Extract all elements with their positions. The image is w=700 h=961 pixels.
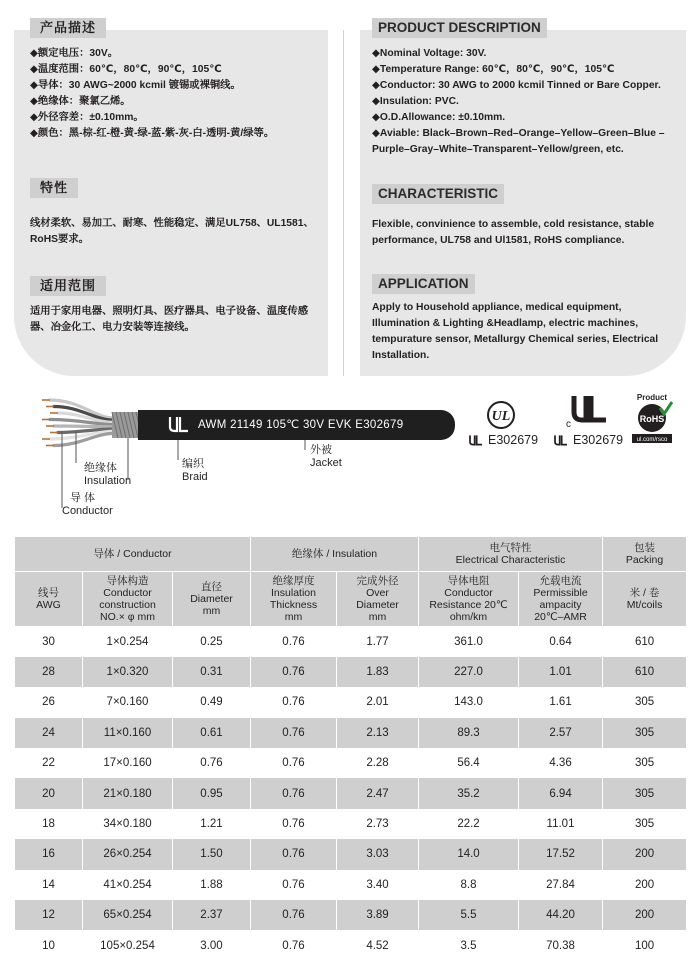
table-cell: 1.88 [173, 870, 251, 900]
ul-listed-text: UL [491, 409, 511, 424]
table-cell: 1×0.254 [83, 627, 173, 657]
rohs-product-text: Product [636, 393, 668, 402]
ampacity-header-line: 允载电流 [539, 575, 582, 587]
table-row [15, 627, 687, 657]
table-cell: 14 [15, 870, 83, 900]
table-cell: 7×0.160 [83, 687, 173, 717]
table-cell: 8.8 [419, 870, 519, 900]
table-cell: 3.5 [419, 930, 519, 960]
table-cell: 4.36 [519, 748, 603, 778]
jacket-label-en: Jacket [310, 457, 342, 469]
table-cell: 24 [15, 718, 83, 748]
table-cell: 610 [603, 657, 687, 687]
en-desc-item: ◆Temperature Range: 60℃，80℃，90℃，105℃ [372, 64, 615, 75]
table-body [15, 627, 687, 961]
table-cell: 11×0.160 [83, 718, 173, 748]
table-cell: 17×0.160 [83, 748, 173, 778]
table-cell: 0.76 [251, 718, 337, 748]
electrical-header-cn: 电气特性 [489, 542, 532, 554]
ul-listed-logo [486, 400, 516, 435]
en-desc-heading: PRODUCT DESCRIPTION [372, 18, 547, 38]
insulation-label [84, 462, 131, 488]
en-desc-item: ◆Aviable: Black–Brown–Red–Orange–Yellow–Green–Blue –Purple–Gray–White–Transparent–Yellow/green, etc. [372, 128, 665, 155]
table-cell: 305 [603, 687, 687, 717]
en-char-text: Flexible, convinience to assemble, cold resistance, stable performance, UL758 and Ul1581, RoHS compliance. [372, 219, 655, 246]
table-cell: 5.5 [419, 900, 519, 930]
cn-desc-item: ◆外径容差：±0.10mm。 [30, 112, 144, 123]
table-row [15, 657, 687, 687]
table-cell: 0.95 [173, 778, 251, 808]
ul-recognized-logo-1 [468, 433, 484, 451]
table-cell: 610 [603, 627, 687, 657]
cn-desc-item: ◆导体：30 AWG~2000 kcmil 镀锡或裸铜线。 [30, 80, 241, 91]
table-cell: 0.31 [173, 657, 251, 687]
awg-header [15, 572, 83, 627]
table-cell: 12 [15, 900, 83, 930]
table-cell: 305 [603, 809, 687, 839]
panel-divider [343, 30, 344, 376]
cn-app-heading: 适用范围 [30, 276, 106, 296]
rohs-mark-text: RoHS [639, 414, 665, 424]
cn-desc-item: ◆绝缘体：聚氯乙烯。 [30, 96, 131, 107]
table-cell: 0.76 [251, 900, 337, 930]
table-cell: 2.37 [173, 900, 251, 930]
table-row [15, 870, 687, 900]
table-cell: 3.03 [337, 839, 419, 869]
cn-app-text: 适用于家用电器、照明灯具、医疗器具、电子设备、温度传感器、冶金化工、电力安装等连接线。 [30, 306, 309, 333]
insulation-thickness-header-line: Thickness [269, 599, 318, 611]
table-cell: 143.0 [419, 687, 519, 717]
table-cell: 14.0 [419, 839, 519, 869]
construction-header-line: Conductor [103, 587, 152, 599]
table-cell: 2.28 [337, 748, 419, 778]
conductor-group-header: 导体 / Conductor [15, 537, 251, 572]
braid-label-cn: 编织 [182, 458, 204, 470]
table-cell: 0.76 [251, 687, 337, 717]
table-cell: 0.25 [173, 627, 251, 657]
coil-length-header [603, 572, 687, 627]
conductor-label [62, 492, 113, 518]
table-cell: 11.01 [519, 809, 603, 839]
table-cell: 1×0.320 [83, 657, 173, 687]
table-cell: 22.2 [419, 809, 519, 839]
table-cell: 4.52 [337, 930, 419, 960]
table-cell: 0.76 [251, 870, 337, 900]
braid-label [182, 458, 208, 484]
table-sub-header-row [15, 572, 687, 627]
table-row [15, 900, 687, 930]
table-cell: 44.20 [519, 900, 603, 930]
en-desc-list [372, 46, 684, 158]
table-cell: 1.50 [173, 839, 251, 869]
table-cell: 3.00 [173, 930, 251, 960]
table-group-header-row [15, 537, 687, 572]
table-cell: 227.0 [419, 657, 519, 687]
table-cell: 200 [603, 839, 687, 869]
conductor-label-en: Conductor [62, 505, 113, 517]
cul-c-text: c [566, 419, 571, 428]
ampacity-header-line: 20℃–AMR [534, 611, 587, 623]
resistance-header-line: 导体电阻 [447, 575, 490, 587]
diameter-header-line: mm [202, 605, 221, 617]
ampacity-header-line: ampacity [539, 599, 582, 611]
electrical-header-en: Electrical Characteristic [455, 554, 566, 566]
table-row [15, 809, 687, 839]
table-cell: 3.40 [337, 870, 419, 900]
construction-header-line: construction [99, 599, 156, 611]
table-cell: 2.47 [337, 778, 419, 808]
table-cell: 3.89 [337, 900, 419, 930]
table-cell: 105×0.254 [83, 930, 173, 960]
over-diameter-header-line: 完成外径 [356, 575, 399, 587]
coil-length-header-line: Mt/coils [626, 599, 663, 611]
packing-group-header [603, 537, 687, 572]
packing-header-cn: 包装 [634, 542, 656, 554]
resistance-header-line: Conductor [444, 587, 493, 599]
resistance-header-line: Resistance 20℃ [429, 599, 508, 611]
en-desc-item: ◆O.D.Allowance: ±0.10mm. [372, 112, 506, 123]
over-diameter-header-line: Diameter [356, 599, 399, 611]
table-cell: 35.2 [419, 778, 519, 808]
table-cell: 0.76 [251, 627, 337, 657]
insulation-thickness-header-line: Insulation [271, 587, 316, 599]
en-app-text: Apply to Household appliance, medical equipment, Illumination & Lighting &Headlamp, electric machines, tempurature sensor, Metallurgy Chemical series, Electrical Installation. [372, 302, 659, 361]
table-cell: 30 [15, 627, 83, 657]
braid-label-en: Braid [182, 471, 208, 483]
table-cell: 0.64 [519, 627, 603, 657]
table-cell: 6.94 [519, 778, 603, 808]
packing-header-en: Packing [625, 554, 664, 566]
coil-length-header-line: 米 / 卷 [629, 587, 660, 599]
over-diameter-header-line: mm [368, 611, 387, 623]
table-cell: 41×0.254 [83, 870, 173, 900]
table-cell: 18 [15, 809, 83, 839]
insulation-label-en: Insulation [84, 475, 132, 487]
jacket-label [310, 444, 342, 470]
construction-header-line: 导体构造 [106, 575, 149, 587]
table-cell: 34×0.180 [83, 809, 173, 839]
conductor-strands [42, 400, 114, 446]
cn-desc-item: ◆温度范围：60℃，80℃，90℃，105℃ [30, 64, 222, 75]
rohs-url-text: ul.com/rsco [636, 437, 668, 443]
table-cell: 17.52 [519, 839, 603, 869]
diameter-header-line: Diameter [190, 593, 233, 605]
awg-header-line: AWG [36, 599, 61, 611]
table-cell: 200 [603, 870, 687, 900]
table-cell: 1.21 [173, 809, 251, 839]
table-cell: 0.76 [251, 809, 337, 839]
table-cell: 1.77 [337, 627, 419, 657]
table-cell: 200 [603, 900, 687, 930]
table-cell: 305 [603, 718, 687, 748]
ampacity-header-line: Permissible [533, 587, 588, 599]
diameter-header [173, 572, 251, 627]
ul-file-number-1: E302679 [488, 433, 539, 447]
table-row [15, 748, 687, 778]
cn-desc-list [30, 46, 326, 142]
table-cell: 26×0.254 [83, 839, 173, 869]
table-cell: 2.73 [337, 809, 419, 839]
en-desc-item: ◆Conductor: 30 AWG to 2000 kcmil Tinned or Bare Copper. [372, 80, 661, 91]
diameter-header-line: 直径 [201, 581, 222, 593]
table-cell: 0.76 [251, 657, 337, 687]
table-cell: 28 [15, 657, 83, 687]
insulation-group-header: 绝缘体 / Insulation [251, 537, 419, 572]
ampacity-header [519, 572, 603, 627]
insulated-wire [54, 426, 114, 427]
resistance-header [419, 572, 519, 627]
table-cell: 20 [15, 778, 83, 808]
table-row [15, 930, 687, 960]
table-row [15, 687, 687, 717]
table-cell: 2.01 [337, 687, 419, 717]
table-cell: 2.13 [337, 718, 419, 748]
table-row [15, 718, 687, 748]
table-cell: 65×0.254 [83, 900, 173, 930]
table-cell: 22 [15, 748, 83, 778]
insulation-thickness-header-line: 绝缘厚度 [272, 575, 315, 587]
table-cell: 26 [15, 687, 83, 717]
table-cell: 100 [603, 930, 687, 960]
insulation-thickness-header-line: mm [284, 611, 303, 623]
insulation-label-cn: 绝缘体 [84, 462, 117, 474]
table-cell: 56.4 [419, 748, 519, 778]
table-cell: 0.76 [251, 778, 337, 808]
insulation-thickness-header [251, 572, 337, 627]
construction-header-line: NO.× φ mm [100, 611, 155, 623]
table-row [15, 839, 687, 869]
construction-header [83, 572, 173, 627]
ul-recognized-logo-2 [553, 433, 569, 451]
table-cell: 10 [15, 930, 83, 960]
table-cell: 1.83 [337, 657, 419, 687]
table-cell: 27.84 [519, 870, 603, 900]
awg-header-line: 线号 [38, 587, 59, 599]
rohs-logo [630, 392, 674, 449]
ul-recognized-icon [168, 415, 188, 435]
over-diameter-header [337, 572, 419, 627]
jacket-print-text: AWM 21149 105℃ 30V EVK E302679 [198, 419, 404, 431]
cn-desc-item: ◆颜色：黑-棕-红-橙-黄-绿-蓝-紫-灰-白-透明-黄/绿等。 [30, 128, 275, 139]
table-cell: 0.76 [251, 839, 337, 869]
jacket-label-cn: 外被 [310, 444, 332, 456]
en-app-heading: APPLICATION [372, 274, 475, 294]
electrical-group-header [419, 537, 603, 572]
table-cell: 89.3 [419, 718, 519, 748]
en-char-heading: CHARACTERISTIC [372, 184, 504, 204]
cable-diagram [0, 388, 700, 523]
cn-desc-heading: 产品描述 [30, 18, 106, 38]
cul-recognized-logo [566, 394, 608, 433]
table-cell: 2.57 [519, 718, 603, 748]
cn-char-heading: 特性 [30, 178, 78, 198]
table-cell: 0.76 [251, 748, 337, 778]
cn-desc-item: ◆额定电压：30V。 [30, 48, 119, 59]
conductor-label-cn: 导 体 [70, 492, 96, 504]
table-cell: 0.49 [173, 687, 251, 717]
table-cell: 0.76 [251, 930, 337, 960]
resistance-header-line: ohm/km [449, 611, 488, 623]
table-cell: 16 [15, 839, 83, 869]
table-row [15, 778, 687, 808]
over-diameter-header-line: Over [366, 587, 389, 599]
table-cell: 70.38 [519, 930, 603, 960]
cn-char-text: 线材柔软、易加工、耐寒、性能稳定、满足UL758、UL1581、RoHS要求。 [30, 218, 314, 245]
table-cell: 361.0 [419, 627, 519, 657]
spec-table [14, 536, 687, 961]
en-desc-item: ◆Nominal Voltage: 30V. [372, 48, 487, 59]
en-desc-item: ◆Insulation: PVC. [372, 96, 459, 107]
table-cell: 1.61 [519, 687, 603, 717]
table-cell: 305 [603, 748, 687, 778]
table-cell: 0.76 [173, 748, 251, 778]
ul-file-number-2: E302679 [573, 433, 624, 447]
table-cell: 305 [603, 778, 687, 808]
table-cell: 0.61 [173, 718, 251, 748]
table-cell: 21×0.180 [83, 778, 173, 808]
table-cell: 1.01 [519, 657, 603, 687]
